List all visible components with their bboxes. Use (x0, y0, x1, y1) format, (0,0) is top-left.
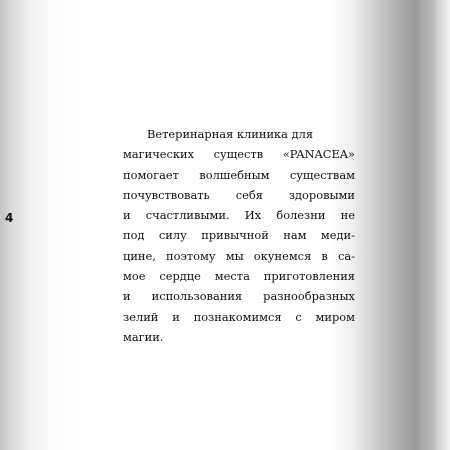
text-line: мое сердце места приготовления (123, 269, 355, 284)
text-line: цине, поэтому мы окунемся в са- (123, 248, 355, 263)
text-line: магических существ «PANACEA» (123, 147, 355, 162)
text-line: помогает волшебным существам (123, 167, 355, 182)
page-number: 4 (5, 211, 14, 225)
text-line: и счастливыми. Их болезни не (123, 208, 355, 223)
text-line: зелий и познакомимся с миром (123, 309, 355, 324)
text-line: магии. (123, 329, 164, 344)
text-line: под силу привычной нам меди- (123, 228, 355, 243)
body-paragraph (123, 124, 355, 347)
text-line: почувствовать себя здоровыми (123, 187, 355, 202)
text-line: и использования разнообразных (123, 289, 355, 304)
text-line: Ветеринарная клиника для (147, 127, 313, 141)
